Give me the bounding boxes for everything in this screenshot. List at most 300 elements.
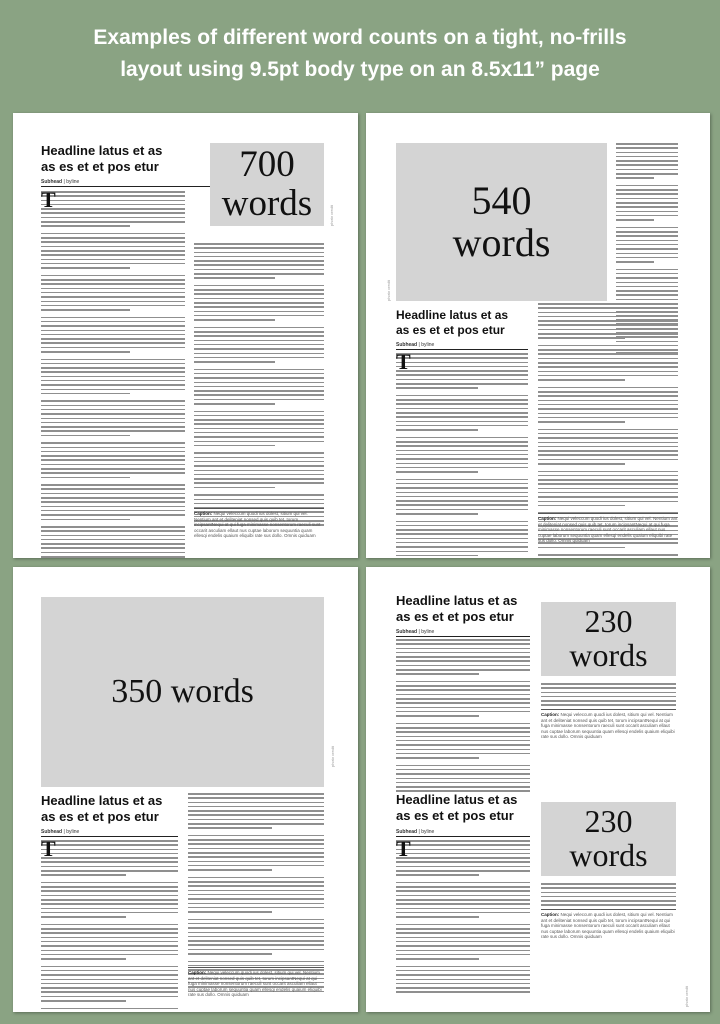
text-line xyxy=(41,200,185,202)
text-line xyxy=(194,482,324,484)
caption: Caption: Nequi veleccum quodi ius dolest, sitium qui vel. Nentium ant et deliteniat nonsed quis quib tet, torum incipsantNequi at qui fuga minimasse nonsentorum raeculi sunt occarit asculiam ellaut nus cuptae laborum sequuntia quam ellesqi endelis quaium eliquibi rate sus dollo. Omnis quiduam xyxy=(188,967,324,998)
text-line xyxy=(41,296,185,298)
text-line xyxy=(41,317,185,319)
text-line xyxy=(188,944,324,946)
text-line xyxy=(396,665,530,667)
text-line xyxy=(538,375,678,377)
text-line xyxy=(41,283,185,285)
text-line xyxy=(194,369,324,371)
text-line xyxy=(41,853,178,855)
text-line xyxy=(188,843,324,845)
drop-cap: T xyxy=(41,187,56,212)
text-line xyxy=(41,405,185,407)
text-line xyxy=(188,814,324,816)
text-line xyxy=(616,286,678,288)
text-line xyxy=(194,311,324,313)
text-line xyxy=(396,757,479,759)
text-line xyxy=(538,358,678,360)
text-line xyxy=(538,379,625,381)
text-line xyxy=(396,840,530,842)
text-line xyxy=(396,454,528,456)
text-line xyxy=(538,404,678,406)
text-line xyxy=(41,945,178,947)
text-line xyxy=(41,514,185,516)
text-line xyxy=(396,681,530,683)
text-line xyxy=(41,916,126,918)
text-line xyxy=(41,393,130,395)
text-line xyxy=(541,704,676,706)
text-line xyxy=(538,362,678,364)
text-line xyxy=(616,244,678,246)
text-line xyxy=(616,248,678,250)
text-line xyxy=(616,277,678,279)
text-line xyxy=(396,479,528,481)
subhead: Subhead | byline xyxy=(41,179,213,187)
text-line xyxy=(396,895,530,897)
text-line xyxy=(188,827,272,829)
text-line xyxy=(194,293,324,295)
text-line xyxy=(396,529,528,531)
text-line xyxy=(396,399,528,401)
text-line xyxy=(188,823,324,825)
text-line xyxy=(41,547,185,549)
text-line xyxy=(396,698,530,700)
text-line xyxy=(41,305,185,307)
text-line xyxy=(396,786,530,788)
text-line xyxy=(41,882,178,884)
text-line xyxy=(616,152,678,154)
text-line xyxy=(396,769,530,771)
text-line xyxy=(41,217,185,219)
text-line xyxy=(41,1000,126,1002)
text-line xyxy=(396,656,530,658)
text-line xyxy=(41,275,185,277)
text-line xyxy=(616,198,678,200)
text-line xyxy=(396,874,479,876)
text-line xyxy=(616,257,678,259)
text-line xyxy=(41,849,178,851)
text-line xyxy=(188,819,324,821)
text-line xyxy=(41,890,178,892)
text-line xyxy=(194,390,324,392)
text-line xyxy=(194,361,275,363)
text-line xyxy=(616,294,678,296)
text-line xyxy=(194,394,324,396)
text-line xyxy=(188,936,324,938)
photo-credit: photo credit xyxy=(329,205,334,226)
text-line xyxy=(41,413,185,415)
text-line xyxy=(538,312,678,314)
text-line xyxy=(396,463,528,465)
text-line xyxy=(616,156,678,158)
body-column-1 xyxy=(41,187,185,558)
text-line xyxy=(396,983,530,985)
text-line xyxy=(41,191,185,193)
text-line xyxy=(396,471,478,473)
text-line xyxy=(396,673,479,675)
text-line xyxy=(41,267,130,269)
text-line xyxy=(396,362,528,364)
text-line xyxy=(41,259,185,261)
text-line xyxy=(41,464,185,466)
text-line xyxy=(396,546,528,548)
text-line xyxy=(41,987,178,989)
text-line xyxy=(188,949,324,951)
text-line xyxy=(41,212,185,214)
text-line xyxy=(41,979,178,981)
text-line xyxy=(616,177,654,179)
text-line xyxy=(396,689,530,691)
text-line xyxy=(396,387,478,389)
text-line xyxy=(188,881,324,883)
text-line xyxy=(41,488,185,490)
text-line xyxy=(538,408,678,410)
text-line xyxy=(194,386,324,388)
text-line xyxy=(194,340,324,342)
text-line xyxy=(188,890,324,892)
text-line xyxy=(538,446,678,448)
text-line xyxy=(616,147,678,149)
text-line xyxy=(194,306,324,308)
text-line xyxy=(194,411,324,413)
text-line xyxy=(396,890,530,892)
text-line xyxy=(41,359,185,361)
text-line xyxy=(41,526,185,528)
text-line xyxy=(538,496,678,498)
text-line xyxy=(188,923,324,925)
text-line xyxy=(396,916,479,918)
text-line xyxy=(396,555,478,557)
text-line xyxy=(396,941,530,943)
text-line xyxy=(396,899,530,901)
text-line xyxy=(41,292,185,294)
text-line xyxy=(188,885,324,887)
text-line xyxy=(616,185,678,187)
text-line xyxy=(41,857,178,859)
title-line-1: Examples of different word counts on a tight, no-frills xyxy=(93,26,627,49)
text-line xyxy=(396,932,530,934)
text-line xyxy=(616,299,678,301)
text-line xyxy=(538,479,678,481)
text-line xyxy=(538,366,678,368)
text-line xyxy=(616,164,678,166)
photo-credit: photo credit xyxy=(386,280,391,301)
layout-540-words xyxy=(366,113,710,558)
text-line xyxy=(41,342,185,344)
text-line xyxy=(616,235,678,237)
text-line xyxy=(41,325,185,327)
word-count-label: 540 words xyxy=(396,143,607,301)
text-line xyxy=(188,961,324,963)
text-line xyxy=(396,408,528,410)
text-line xyxy=(396,551,528,553)
caption: Caption: Nequi veleccum quodi ius dolest, sitium qui vel. Nentium ant et deliteniat nonsed quis quib tet, torum incipsantNequi at qui fuga minimasse nonsentorum raeculi sunt occarit asculiam ellaut nus cuptae laborum sequuntia quam ellesqi endelis quaium eliquibi rate sus dollo. Omnis quiduam xyxy=(541,909,676,940)
text-line xyxy=(538,463,625,465)
text-line xyxy=(194,377,324,379)
text-line xyxy=(396,870,530,872)
text-line xyxy=(538,417,678,419)
text-line xyxy=(41,233,185,235)
text-line xyxy=(541,696,676,698)
text-line xyxy=(41,254,185,256)
text-line xyxy=(396,450,528,452)
text-line xyxy=(194,298,324,300)
text-line xyxy=(396,416,528,418)
text-line xyxy=(396,702,530,704)
text-line xyxy=(541,887,676,889)
text-line xyxy=(616,169,678,171)
text-line xyxy=(538,442,678,444)
text-line xyxy=(194,289,324,291)
text-line xyxy=(41,263,185,265)
text-line xyxy=(41,455,185,457)
text-line xyxy=(396,736,530,738)
text-line xyxy=(194,252,324,254)
text-line xyxy=(188,919,324,921)
text-line xyxy=(194,285,324,287)
text-line xyxy=(41,543,185,545)
text-line xyxy=(41,447,185,449)
text-line xyxy=(616,290,678,292)
text-line xyxy=(538,483,678,485)
text-line xyxy=(396,521,528,523)
text-line xyxy=(41,535,185,537)
text-line xyxy=(396,723,530,725)
text-line xyxy=(41,338,185,340)
drop-cap: T xyxy=(396,349,411,374)
text-line xyxy=(396,928,530,930)
text-line xyxy=(396,987,530,989)
text-line xyxy=(616,173,678,175)
text-line xyxy=(538,400,678,402)
text-line xyxy=(396,513,478,515)
text-line xyxy=(41,363,185,365)
caption: Caption: Nequi veleccum quodi ius dolest, sitium qui vel. Nentium ant et deliteniat nonsed quis quib tet, torum incipsantNequi at qui fuga minimasse nonsentorum raeculi sunt occarit asculiam ellaut nus cuptae laborum sequuntia quam ellesqi endelis quaium eliquibi rate sus dollo. Omnis quiduam xyxy=(541,709,676,740)
text-line xyxy=(41,430,185,432)
text-line xyxy=(188,940,324,942)
text-line xyxy=(396,970,530,972)
text-line xyxy=(41,941,178,943)
text-line xyxy=(538,554,678,556)
text-line xyxy=(41,367,185,369)
text-line xyxy=(194,269,324,271)
text-line xyxy=(396,660,530,662)
text-line xyxy=(41,208,185,210)
text-line xyxy=(41,908,178,910)
text-line xyxy=(41,530,185,532)
drop-cap: T xyxy=(396,836,411,861)
text-line xyxy=(41,371,185,373)
text-line xyxy=(41,840,178,842)
text-line xyxy=(541,896,676,898)
text-line xyxy=(396,945,530,947)
text-line xyxy=(41,970,178,972)
text-line xyxy=(41,380,185,382)
text-line xyxy=(188,797,324,799)
text-line xyxy=(616,227,678,229)
text-line xyxy=(538,316,678,318)
text-line xyxy=(188,810,324,812)
text-line xyxy=(194,423,324,425)
text-line xyxy=(41,497,185,499)
text-line xyxy=(194,474,324,476)
text-line xyxy=(396,437,528,439)
text-line xyxy=(538,547,625,549)
text-line xyxy=(538,501,678,503)
text-line xyxy=(41,966,178,968)
text-line xyxy=(616,189,678,191)
text-line xyxy=(396,643,530,645)
text-line xyxy=(538,475,678,477)
text-line xyxy=(194,432,324,434)
text-line xyxy=(396,711,530,713)
subhead: Subhead | byline xyxy=(396,629,530,637)
text-line xyxy=(194,399,324,401)
text-line xyxy=(41,309,130,311)
text-line xyxy=(538,353,678,355)
text-line xyxy=(396,538,528,540)
text-line xyxy=(396,403,528,405)
text-line xyxy=(188,865,324,867)
text-line xyxy=(41,468,185,470)
text-line xyxy=(41,974,178,976)
text-line xyxy=(41,442,185,444)
text-line xyxy=(41,301,185,303)
text-line xyxy=(41,556,185,558)
text-line xyxy=(194,419,324,421)
text-line xyxy=(396,425,528,427)
text-line xyxy=(41,321,185,323)
text-line xyxy=(194,441,324,443)
text-line xyxy=(538,391,678,393)
text-line xyxy=(396,707,530,709)
text-line xyxy=(41,886,178,888)
text-line xyxy=(538,307,678,309)
text-line xyxy=(396,866,530,868)
text-line xyxy=(188,953,272,955)
text-line xyxy=(41,279,185,281)
text-line xyxy=(188,911,272,913)
text-line xyxy=(396,483,528,485)
word-count-label: 350 words xyxy=(41,597,324,787)
word-count-label: 230 words xyxy=(541,602,676,676)
text-line xyxy=(194,436,324,438)
headline: Headline latus et as as es et et pos etur xyxy=(396,792,518,823)
text-line xyxy=(396,857,530,859)
text-line xyxy=(396,753,530,755)
text-line xyxy=(616,215,678,217)
text-line xyxy=(541,900,676,902)
text-line xyxy=(396,383,528,385)
text-line xyxy=(538,437,678,439)
text-line xyxy=(41,519,130,521)
text-line xyxy=(188,877,324,879)
text-line xyxy=(41,954,178,956)
text-line xyxy=(41,844,178,846)
text-line xyxy=(41,539,185,541)
text-line xyxy=(41,384,185,386)
text-line xyxy=(41,426,185,428)
text-line xyxy=(396,903,530,905)
text-line xyxy=(538,320,678,322)
layout-230-words-pair xyxy=(366,567,710,1012)
text-line xyxy=(194,327,324,329)
text-line xyxy=(396,652,530,654)
text-line xyxy=(188,907,324,909)
text-line xyxy=(396,694,530,696)
headline: Headline latus et as as es et et pos etur xyxy=(396,593,518,624)
text-line xyxy=(538,349,678,351)
word-count-label: 230 words xyxy=(541,802,676,876)
layout-700-words xyxy=(13,113,358,558)
text-line xyxy=(41,996,178,998)
text-line xyxy=(194,256,324,258)
text-line xyxy=(41,958,126,960)
text-line xyxy=(396,445,528,447)
text-line xyxy=(538,413,678,415)
text-line xyxy=(541,904,676,906)
text-line xyxy=(41,874,126,876)
text-line xyxy=(41,347,185,349)
text-line xyxy=(194,264,324,266)
text-line xyxy=(41,451,185,453)
text-line xyxy=(194,403,275,405)
text-line xyxy=(396,924,530,926)
text-line xyxy=(194,470,324,472)
text-line xyxy=(396,886,530,888)
text-line xyxy=(188,852,324,854)
text-line xyxy=(41,937,178,939)
body-column-1 xyxy=(396,349,528,558)
text-line xyxy=(41,866,178,868)
caption: Caption: Nequi veleccum quodi ius dolest, sitium qui vel. Nentium ant et deliteniat nonsed quis quib tet, torum incipsantNequi at qui fuga minimasse nonsentorum raeculi sunt occarit asculiam ellaut nus cuptae laborum sequuntia quam ellesqi endelis quaium eliquibi rate sus dollo. Omnis quiduam xyxy=(194,508,324,539)
text-line xyxy=(188,869,272,871)
text-line xyxy=(538,303,678,305)
text-line xyxy=(541,883,676,885)
text-line xyxy=(396,685,530,687)
text-line xyxy=(396,715,479,717)
text-line xyxy=(396,366,528,368)
text-line xyxy=(194,331,324,333)
text-line xyxy=(194,319,275,321)
text-line xyxy=(396,492,528,494)
text-line xyxy=(41,899,178,901)
text-line xyxy=(41,861,178,863)
text-line xyxy=(396,849,530,851)
text-line xyxy=(396,441,528,443)
text-line xyxy=(41,250,185,252)
text-line xyxy=(41,484,185,486)
text-line xyxy=(41,241,185,243)
text-line xyxy=(41,435,130,437)
body-column-1 xyxy=(41,836,178,1012)
text-line xyxy=(41,376,185,378)
text-line xyxy=(616,261,654,263)
text-line xyxy=(194,277,275,279)
headline: Headline latus et as as es et et pos etur xyxy=(41,793,163,824)
text-line xyxy=(396,966,530,968)
text-line xyxy=(616,160,678,162)
text-line xyxy=(396,357,528,359)
text-line xyxy=(396,727,530,729)
text-line xyxy=(396,467,528,469)
photo-credit: photo credit xyxy=(684,986,689,1007)
text-line xyxy=(188,861,324,863)
text-line xyxy=(194,382,324,384)
text-line xyxy=(396,773,530,775)
text-line xyxy=(41,288,185,290)
text-line xyxy=(396,782,530,784)
